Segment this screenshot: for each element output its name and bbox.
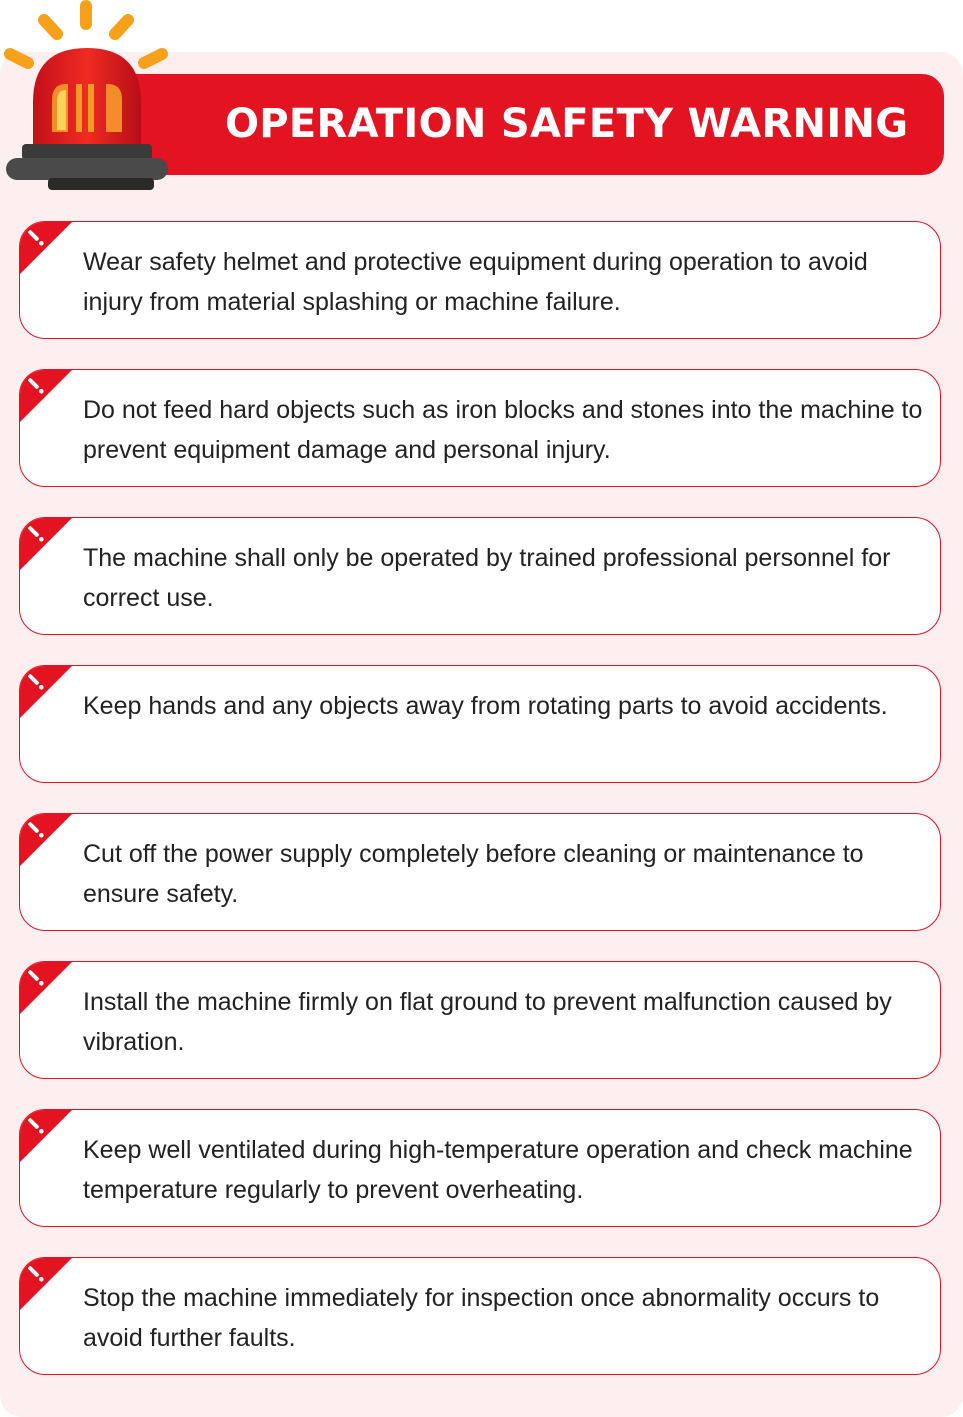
warning-text: Keep well ventilated during high-temperature operation and check machine temperature regularly to prevent overheating. [83,1136,913,1204]
warning-text: Cut off the power supply completely before cleaning or maintenance to ensure safety. [83,840,864,908]
warning-exclamation-icon [20,962,72,1014]
warning-card [19,369,941,487]
warning-exclamation-icon [20,1258,72,1310]
warning-card [19,1109,941,1227]
warning-card [19,517,941,635]
warning-text: Wear safety helmet and protective equipment during operation to avoid injury from material splashing or machine failure. [83,248,868,316]
siren-alarm-icon [0,0,175,195]
warning-exclamation-icon [20,370,72,422]
warning-text: The machine shall only be operated by trained professional personnel for correct use. [83,544,891,612]
warning-exclamation-icon [20,666,72,718]
page-title: OPERATION SAFETY WARNING [225,101,909,147]
warning-text: Do not feed hard objects such as iron blocks and stones into the machine to prevent equipment damage and personal injury. [83,396,923,464]
warning-exclamation-icon [20,518,72,570]
warning-exclamation-icon [20,1110,72,1162]
warning-card [19,665,941,783]
warning-text: Stop the machine immediately for inspection once abnormality occurs to avoid further faults. [83,1284,880,1352]
warning-exclamation-icon [20,814,72,866]
warning-text: Keep hands and any objects away from rotating parts to avoid accidents. [83,692,888,720]
warning-text: Install the machine firmly on flat ground to prevent malfunction caused by vibration. [83,988,892,1056]
warning-exclamation-icon [20,222,72,274]
warning-card [19,813,941,931]
warning-card [19,961,941,1079]
warning-card [19,221,941,339]
warning-card [19,1257,941,1375]
